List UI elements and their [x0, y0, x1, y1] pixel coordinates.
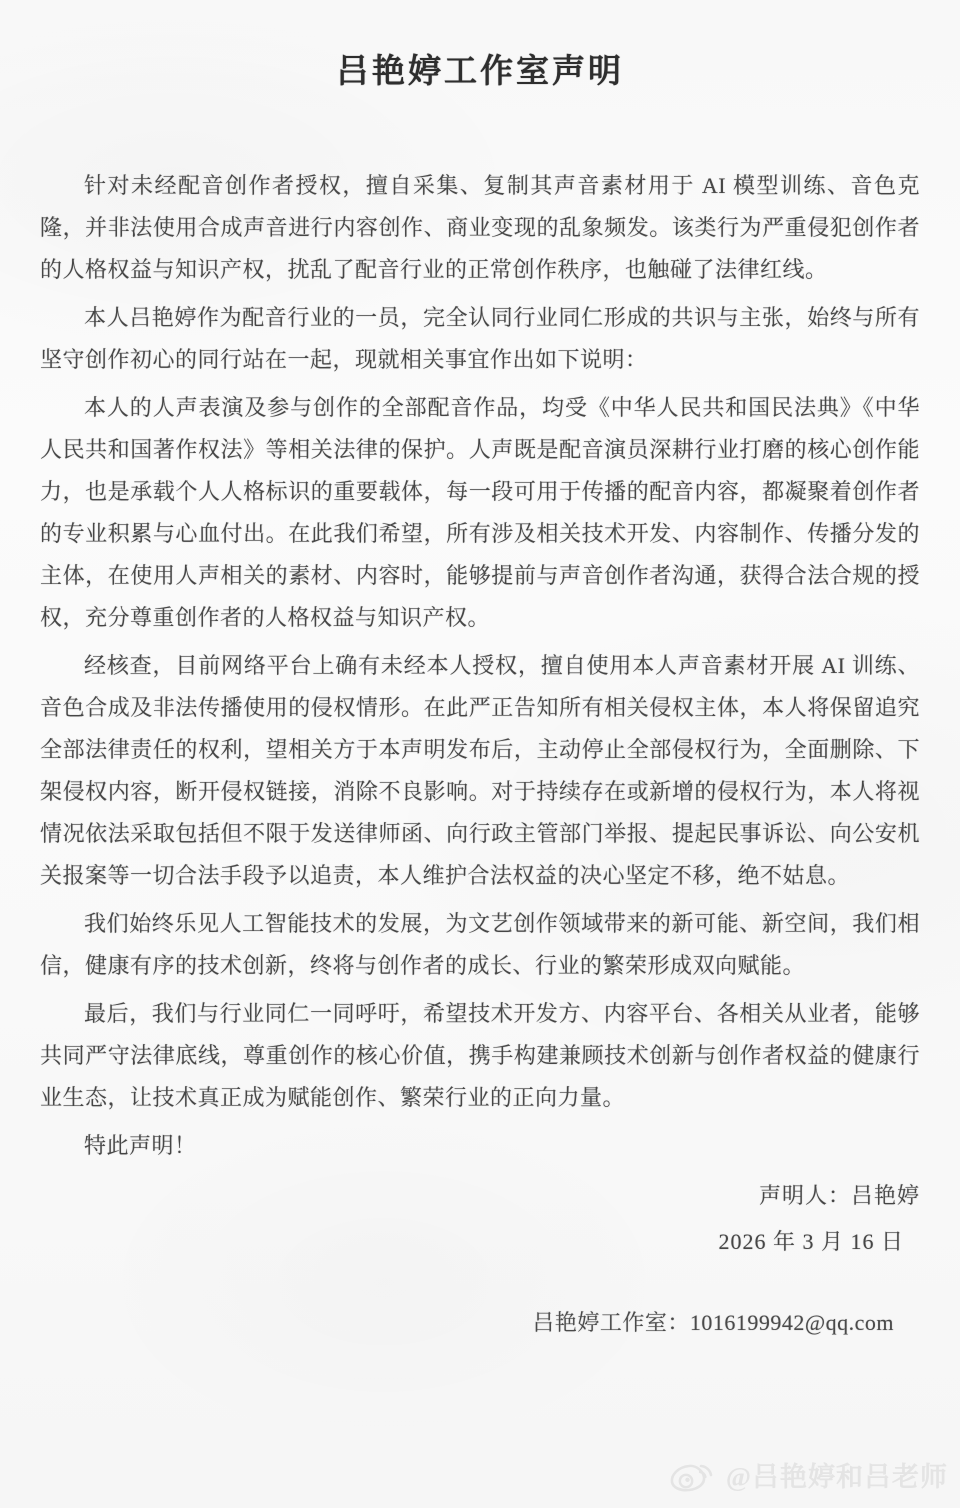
- statement-paragraph-4: 经核查，目前网络平台上确有未经本人授权，擅自使用本人声音素材开展 AI 训练、音色合成及非法传播使用的侵权情形。在此严正告知所有相关侵权主体，本人将保留追究全部法律责任的权利，望相关方于本声明发布后，主动停止全部侵权行为，全面删除、下架侵权内容，断开侵权链接，消除不良影响。对于持续存在或新增的侵权行为，本人将视情况依法采取包括但不限于发送律师函、向行政主管部门举报、提起民事诉讼、向公安机关报案等一切合法手段予以追责，本人维护合法权益的决心坚定不移，绝不姑息。: [40, 653, 920, 888]
- statement-paragraph-6: 最后，我们与行业同仁一同呼吁，希望技术开发方、内容平台、各相关从业者，能够共同严守法律底线，尊重创作的核心价值，携手构建兼顾技术创新与创作者权益的健康行业生态，让技术真正成为赋能创作、繁荣行业的正向力量。: [40, 1001, 920, 1110]
- date-line: 2026 年 3 月 16 日: [718, 1229, 904, 1254]
- signature-block: [0, 1173, 960, 1265]
- watermark-handle: @吕艳婷和吕老师: [725, 1461, 948, 1492]
- document-title: 吕艳婷工作室声明: [336, 54, 624, 90]
- statement-body: [40, 165, 920, 1167]
- statement-paragraph-5: 我们始终乐见人工智能技术的发展，为文艺创作领域带来的新可能、新空间，我们相信，健康有序的技术创新，终将与创作者的成长、行业的繁荣形成双向赋能。: [40, 911, 920, 978]
- signer-line: 声明人：吕艳婷: [758, 1183, 920, 1208]
- statement-closing: 特此声明！: [84, 1133, 197, 1158]
- weibo-icon: [668, 1454, 720, 1494]
- statement-paragraph-3: 本人的人声表演及参与创作的全部配音作品，均受《中华人民共和国民法典》《中华人民共和国著作权法》等相关法律的保护。人声既是配音演员深耕行业打磨的核心创作能力，也是承载个人人格标识的重要载体，每一段可用于传播的配音内容，都凝聚着创作者的专业积累与心血付出。在此我们希望，所有涉及相关技术开发、内容制作、传播分发的主体，在使用人声相关的素材、内容时，能够提前与声音创作者沟通，获得合法合规的授权，充分尊重创作者的人格权益与知识产权。: [40, 395, 920, 630]
- weibo-watermark: [668, 1454, 948, 1494]
- statement-paragraph-1: 针对未经配音创作者授权，擅自采集、复制其声音素材用于 AI 模型训练、音色克隆，并非法使用合成声音进行内容创作、商业变现的乱象频发。该类行为严重侵犯创作者的人格权益与知识产权，扰乱了配音行业的正常创作秩序，也触碰了法律红线。: [40, 173, 920, 282]
- statement-paragraph-2: 本人吕艳婷作为配音行业的一员，完全认同行业同仁形成的共识与主张，始终与所有坚守创作初心的同行站在一起，现就相关事宜作出如下说明：: [40, 305, 920, 372]
- contact-email-line: 吕艳婷工作室：1016199942@qq.com: [532, 1310, 894, 1335]
